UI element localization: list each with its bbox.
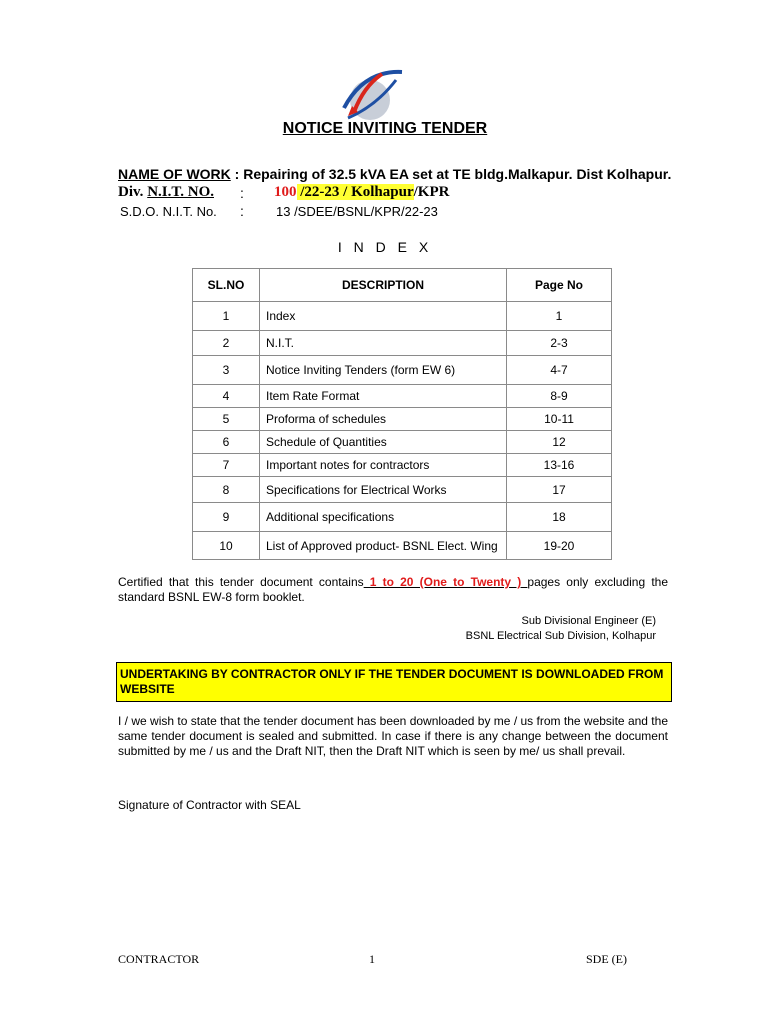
signature-label: Signature of Contractor with SEAL: [118, 798, 301, 812]
signatory-line-2: BSNL Electrical Sub Division, Kolhapur: [465, 630, 656, 642]
row-page: 10-11: [507, 408, 612, 431]
div-nit-prefix: Div.: [118, 184, 148, 200]
row-desc: Notice Inviting Tenders (form EW 6): [260, 356, 507, 385]
table-row: [193, 356, 612, 385]
undertaking-text: I / we wish to state that the tender document has been downloaded by me / us from the website and the same tender document is sealed and submitted. In case if there is any change between the document submitted by me / us and the Draft NIT, then the Draft NIT which is seen by me/ us shall prevail.: [118, 714, 668, 758]
table-row: [193, 408, 612, 431]
bsnl-logo-icon: [336, 68, 408, 126]
div-nit-colon: :: [240, 185, 244, 201]
row-page: 4-7: [507, 356, 612, 385]
row-desc: Proforma of schedules: [260, 408, 507, 431]
undertaking-heading: UNDERTAKING BY CONTRACTOR ONLY IF THE TENDER DOCUMENT IS DOWNLOADED FROM WEBSITE: [116, 662, 672, 702]
name-of-work-label: NAME OF WORK: [118, 166, 231, 182]
div-nit-value: [274, 184, 449, 201]
footer-right: SDE (E): [586, 952, 627, 966]
footer-left: CONTRACTOR: [118, 952, 200, 966]
row-desc: Schedule of Quantities: [260, 431, 507, 454]
row-page: 13-16: [507, 454, 612, 477]
page-title: NOTICE INVITING TENDER: [282, 120, 488, 137]
div-nit-highlight: /22-23 / Kolhapur: [296, 184, 414, 200]
div-nit-number: 100: [274, 184, 297, 200]
row-desc: Index: [260, 302, 507, 331]
row-sl: 5: [193, 408, 260, 431]
col-description: DESCRIPTION: [260, 269, 507, 302]
row-page: 17: [507, 477, 612, 503]
col-page-no: Page No: [507, 269, 612, 302]
signatory-block: [466, 614, 656, 644]
name-of-work-value: Repairing of 32.5 kVA EA set at TE bldg.Malkapur. Dist Kolhapur.: [243, 166, 672, 182]
div-nit-label: N.I.T. NO.: [147, 184, 214, 200]
row-page: 12: [507, 431, 612, 454]
certification-pages: 1 to 20 (One to Twenty ): [363, 575, 528, 589]
div-nit-suffix: /KPR: [413, 184, 450, 200]
row-sl: 8: [193, 477, 260, 503]
row-sl: 1: [193, 302, 260, 331]
row-desc: N.I.T.: [260, 331, 507, 356]
table-row: [193, 477, 612, 503]
row-desc: List of Approved product- BSNL Elect. Wing: [260, 532, 507, 560]
signatory-line-1: Sub Divisional Engineer (E): [521, 615, 656, 627]
table-row: [193, 431, 612, 454]
table-row: [193, 385, 612, 408]
page-number: 1: [369, 952, 375, 966]
certification-text: [118, 575, 668, 605]
table-row: [193, 331, 612, 356]
div-nit-label-wrap: [118, 184, 214, 201]
table-row: [193, 302, 612, 331]
index-heading: I N D E X: [337, 239, 433, 255]
sdo-nit-colon: :: [240, 203, 244, 219]
row-sl: 10: [193, 532, 260, 560]
table-row: [193, 532, 612, 560]
row-sl: 4: [193, 385, 260, 408]
sdo-nit-value: 13 /SDEE/BSNL/KPR/22-23: [276, 204, 438, 219]
certification-after: pages only excluding the standard BSNL EW-8 form booklet.: [118, 575, 668, 604]
row-page: 8-9: [507, 385, 612, 408]
row-sl: 7: [193, 454, 260, 477]
row-sl: 9: [193, 503, 260, 532]
index-header-row: [193, 269, 612, 302]
sdo-nit-label: S.D.O. N.I.T. No.: [120, 204, 217, 219]
row-page: 18: [507, 503, 612, 532]
row-desc: Item Rate Format: [260, 385, 507, 408]
row-desc: Specifications for Electrical Works: [260, 477, 507, 503]
table-row: [193, 503, 612, 532]
row-sl: 6: [193, 431, 260, 454]
certification-before: Certified that this tender document contains: [118, 575, 364, 589]
row-page: 19-20: [507, 532, 612, 560]
row-desc: Important notes for contractors: [260, 454, 507, 477]
index-table: [192, 268, 612, 560]
row-desc: Additional specifications: [260, 503, 507, 532]
name-of-work-colon: :: [234, 166, 240, 182]
name-of-work-row: [118, 166, 671, 182]
row-sl: 2: [193, 331, 260, 356]
row-sl: 3: [193, 356, 260, 385]
table-row: [193, 454, 612, 477]
row-page: 2-3: [507, 331, 612, 356]
col-slno: SL.NO: [193, 269, 260, 302]
row-page: 1: [507, 302, 612, 331]
